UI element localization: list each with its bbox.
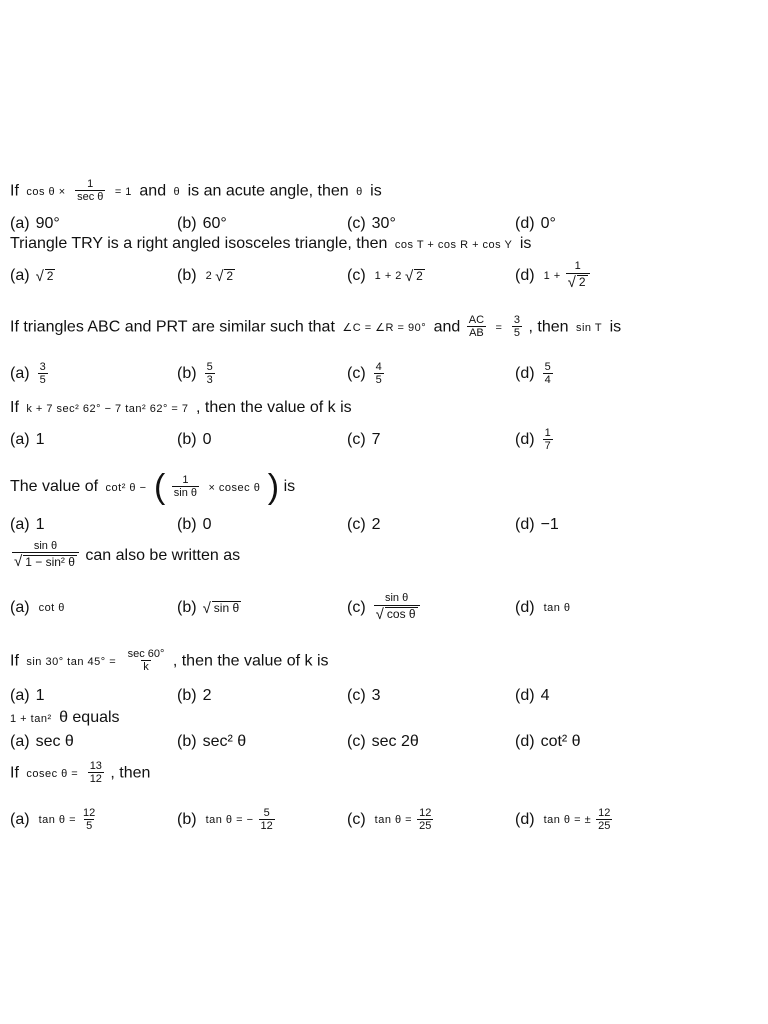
option-a: (a) 90°: [10, 215, 60, 232]
math-expression: k + 7 sec² 62° − 7 tan² 62° = 7: [26, 403, 189, 415]
math-expression: ∠C = ∠R = 90°: [342, 322, 427, 335]
math-expression: θ: [356, 186, 363, 199]
question-text: If triangles ABC and PRT are similar such that: [10, 318, 335, 336]
fraction: $\frac{13}{12}$: [89, 760, 102, 786]
option-c: (c) sec 2θ: [347, 733, 419, 750]
fraction: $\frac{5}{3}$: [206, 360, 213, 386]
fraction: $\frac{12}{25}$: [419, 806, 432, 832]
option-c: (c) tan θ = $\frac{12}{25}$: [347, 806, 432, 832]
question-text: , then: [110, 764, 151, 782]
option-c: (c) 2: [347, 516, 381, 533]
square-root: √ sin θ: [202, 599, 240, 617]
left-paren: (: [153, 468, 166, 506]
option-c: (c) sin θ √ cos θ: [347, 588, 422, 628]
option-a: (a) √ 2: [10, 267, 54, 285]
question-1: [10, 178, 382, 204]
option-b: (b) 0: [177, 431, 212, 448]
fraction: $\frac{3}{5}$: [513, 314, 521, 340]
option-c: (c) 3: [347, 687, 381, 704]
options-4: [10, 420, 750, 460]
options-3: [10, 354, 750, 394]
option-b: (b) 0: [177, 516, 212, 533]
question-2: [10, 236, 531, 252]
square-root: √ 2: [404, 267, 423, 285]
option-b: (b) $\frac{5}{3}$: [177, 360, 213, 386]
question-7: [10, 648, 329, 674]
option-a: (a) cot θ: [10, 599, 65, 616]
square-root: √ 2: [215, 267, 234, 285]
fraction: $\frac{1}{\text{sin θ}}$: [173, 473, 197, 499]
numerator: 1: [87, 178, 94, 190]
fraction: [75, 178, 105, 204]
option-b: (b) tan θ = − $\frac{5}{12}$: [177, 806, 273, 832]
fraction: $\frac{3}{5}$: [39, 360, 46, 386]
option-a: (a) 1: [10, 516, 45, 533]
question-9: [10, 760, 150, 786]
question-text: If: [10, 764, 19, 782]
question-text: can also be written as: [85, 546, 241, 564]
option-a: (a) sec θ: [10, 733, 74, 750]
fraction: $\frac{4}{5}$: [375, 360, 382, 386]
question-4: [10, 400, 352, 416]
options-5: [10, 505, 750, 545]
options-2: [10, 256, 750, 296]
square-root: √ cos θ: [375, 605, 416, 623]
question-6: [10, 540, 240, 571]
question-text: If: [10, 652, 19, 670]
fraction: sin θ √ cos θ: [374, 592, 420, 623]
question-text: is: [609, 318, 622, 336]
fraction: $\frac{AC}{AB}$: [468, 314, 485, 340]
question-text: , then the value of k is: [172, 652, 329, 670]
option-d: (d) tan θ = ± $\frac{12}{25}$: [515, 806, 611, 832]
option-a: (a) tan θ = $\frac{12}{5}$: [10, 806, 96, 832]
question-text: and: [139, 182, 167, 200]
question-text: If: [10, 399, 19, 416]
square-root: √ 2: [567, 273, 586, 291]
question-5: [10, 470, 295, 504]
option-d: (d) 1 + 1 √ 2: [515, 256, 592, 296]
option-a: (a) 1: [10, 431, 45, 448]
fraction: $\frac{12}{5}$: [83, 806, 96, 832]
option-b: (b) 2 √ 2: [177, 267, 234, 285]
options-9: [10, 800, 750, 840]
option-d: (d) tan θ: [515, 599, 571, 616]
option-c: (c) $\frac{4}{5}$: [347, 360, 382, 386]
math-expression: × cosec θ: [208, 482, 261, 495]
question-text: is: [370, 182, 382, 200]
question-text: is: [283, 478, 296, 496]
math-expression: = 1: [114, 186, 132, 199]
question-text: The value of: [10, 478, 99, 496]
question-text: and: [433, 318, 461, 336]
math-expression: θ: [173, 186, 181, 199]
math-expression: cos θ ×: [26, 186, 66, 199]
question-text: θ equals: [59, 709, 120, 726]
option-d: (d) $\frac{5}{4}$: [515, 360, 551, 386]
right-paren: ): [267, 468, 280, 506]
question-text: is: [519, 235, 532, 252]
option-c: (c) 1 + 2 √ 2: [347, 267, 423, 285]
option-b: (b) √ sin θ: [177, 599, 240, 617]
option-c: (c) 30°: [347, 215, 396, 232]
option-a: (a) 1: [10, 687, 45, 704]
fraction: $\frac{1}{7}$: [544, 426, 551, 452]
question-text: , then the value of k is: [196, 399, 352, 416]
question-text: If: [10, 182, 19, 200]
question-3: [10, 314, 621, 340]
options-7: [10, 676, 750, 716]
option-c: (c) 7: [347, 431, 381, 448]
option-b: (b) 60°: [177, 215, 227, 232]
math-expression: sin 30° tan 45° =: [26, 656, 117, 669]
math-expression: sin T: [575, 322, 603, 335]
fraction: $\frac{12}{25}$: [598, 806, 611, 832]
fraction: sin θ √ 1 − sin² θ: [12, 540, 79, 571]
fraction: $\frac{5}{12}$: [260, 806, 273, 832]
square-root: √ 2: [35, 267, 54, 285]
math-expression: =: [495, 322, 503, 335]
denominator: sec θ: [77, 191, 104, 204]
fraction: $\frac{\sec 60^\circ}{k}$: [127, 648, 165, 674]
math-expression: cot² θ −: [105, 482, 147, 495]
fraction: $\frac{5}{4}$: [544, 360, 551, 386]
square-root: √ 1 − sin² θ: [14, 553, 75, 571]
option-d: (d) 4: [515, 687, 550, 704]
options-8: [10, 722, 750, 762]
question-text: is an acute angle, then: [187, 182, 349, 200]
math-expression: cos T + cos R + cos Y: [394, 239, 513, 251]
fraction: 1 √ 2: [566, 260, 590, 291]
option-a: (a) $\frac{3}{5}$: [10, 360, 46, 386]
question-text: , then: [528, 318, 569, 336]
option-d: (d) cot² θ: [515, 733, 581, 750]
option-b: (b) 2: [177, 687, 212, 704]
option-d: (d) −1: [515, 516, 559, 533]
option-b: (b) sec² θ: [177, 733, 247, 750]
math-expression: cosec θ =: [26, 768, 79, 781]
option-d: (d) 0°: [515, 215, 556, 232]
options-6: [10, 588, 750, 628]
option-d: (d) $\frac{1}{7}$: [515, 426, 551, 452]
question-text: Triangle TRY is a right angled isosceles triangle, then: [10, 235, 388, 252]
math-expression: 1 + tan²: [10, 713, 52, 725]
